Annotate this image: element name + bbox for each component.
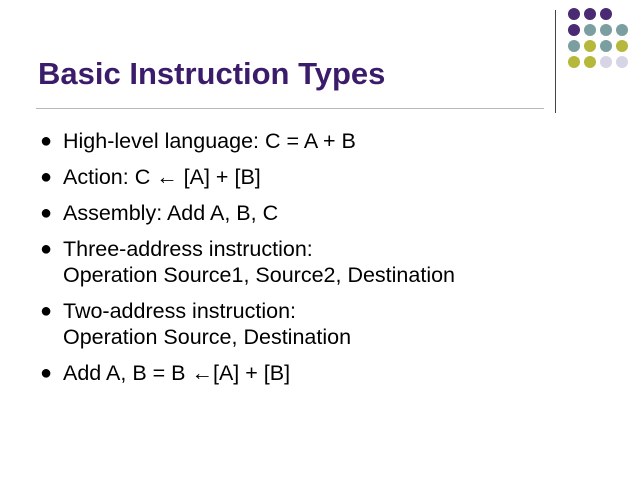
bullet-item bbox=[40, 360, 620, 386]
bullet-dot-icon: ● bbox=[40, 202, 53, 224]
bullet-list bbox=[40, 128, 620, 396]
decor-dot bbox=[584, 24, 596, 36]
vertical-divider bbox=[555, 10, 556, 113]
decor-dot bbox=[616, 40, 628, 52]
decor-dot bbox=[568, 40, 580, 52]
bullet-item bbox=[40, 164, 620, 190]
bullet-text: Add A, B = B ←[A] + [B] bbox=[63, 361, 291, 385]
bullet-text: Action: C ← [A] + [B] bbox=[63, 165, 261, 189]
bullet-dot-icon: ● bbox=[40, 166, 53, 188]
decor-dot bbox=[616, 56, 628, 68]
bullet-text-continuation: Operation Source, Destination bbox=[63, 325, 352, 349]
bullet-text-continuation: Operation Source1, Source2, Destination bbox=[63, 263, 456, 287]
decor-dot bbox=[568, 8, 580, 20]
bullet-text: Assembly: Add A, B, C bbox=[63, 201, 279, 225]
bullet-item bbox=[40, 128, 620, 154]
decor-dot bbox=[568, 56, 580, 68]
bullet-dot-icon: ● bbox=[40, 300, 53, 322]
decor-dot bbox=[584, 40, 596, 52]
title-underline bbox=[36, 108, 544, 109]
decor-dot bbox=[600, 24, 612, 36]
decor-dot bbox=[584, 56, 596, 68]
decor-dot bbox=[568, 24, 580, 36]
bullet-item bbox=[40, 200, 620, 226]
bullet-text: Two-address instruction: bbox=[63, 299, 297, 323]
decor-dot bbox=[600, 40, 612, 52]
bullet-dot-icon: ● bbox=[40, 362, 53, 384]
bullet-text: High-level language: C = A + B bbox=[63, 129, 356, 153]
bullet-item bbox=[40, 298, 620, 350]
bullet-dot-icon: ● bbox=[40, 238, 53, 260]
bullet-item bbox=[40, 236, 620, 288]
decor-dot bbox=[616, 24, 628, 36]
decor-dot bbox=[600, 56, 612, 68]
bullet-dot-icon: ● bbox=[40, 130, 53, 152]
decor-dot bbox=[584, 8, 596, 20]
bullet-text: Three-address instruction: bbox=[63, 237, 313, 261]
slide-title: Basic Instruction Types bbox=[38, 56, 386, 91]
decor-dot bbox=[600, 8, 612, 20]
